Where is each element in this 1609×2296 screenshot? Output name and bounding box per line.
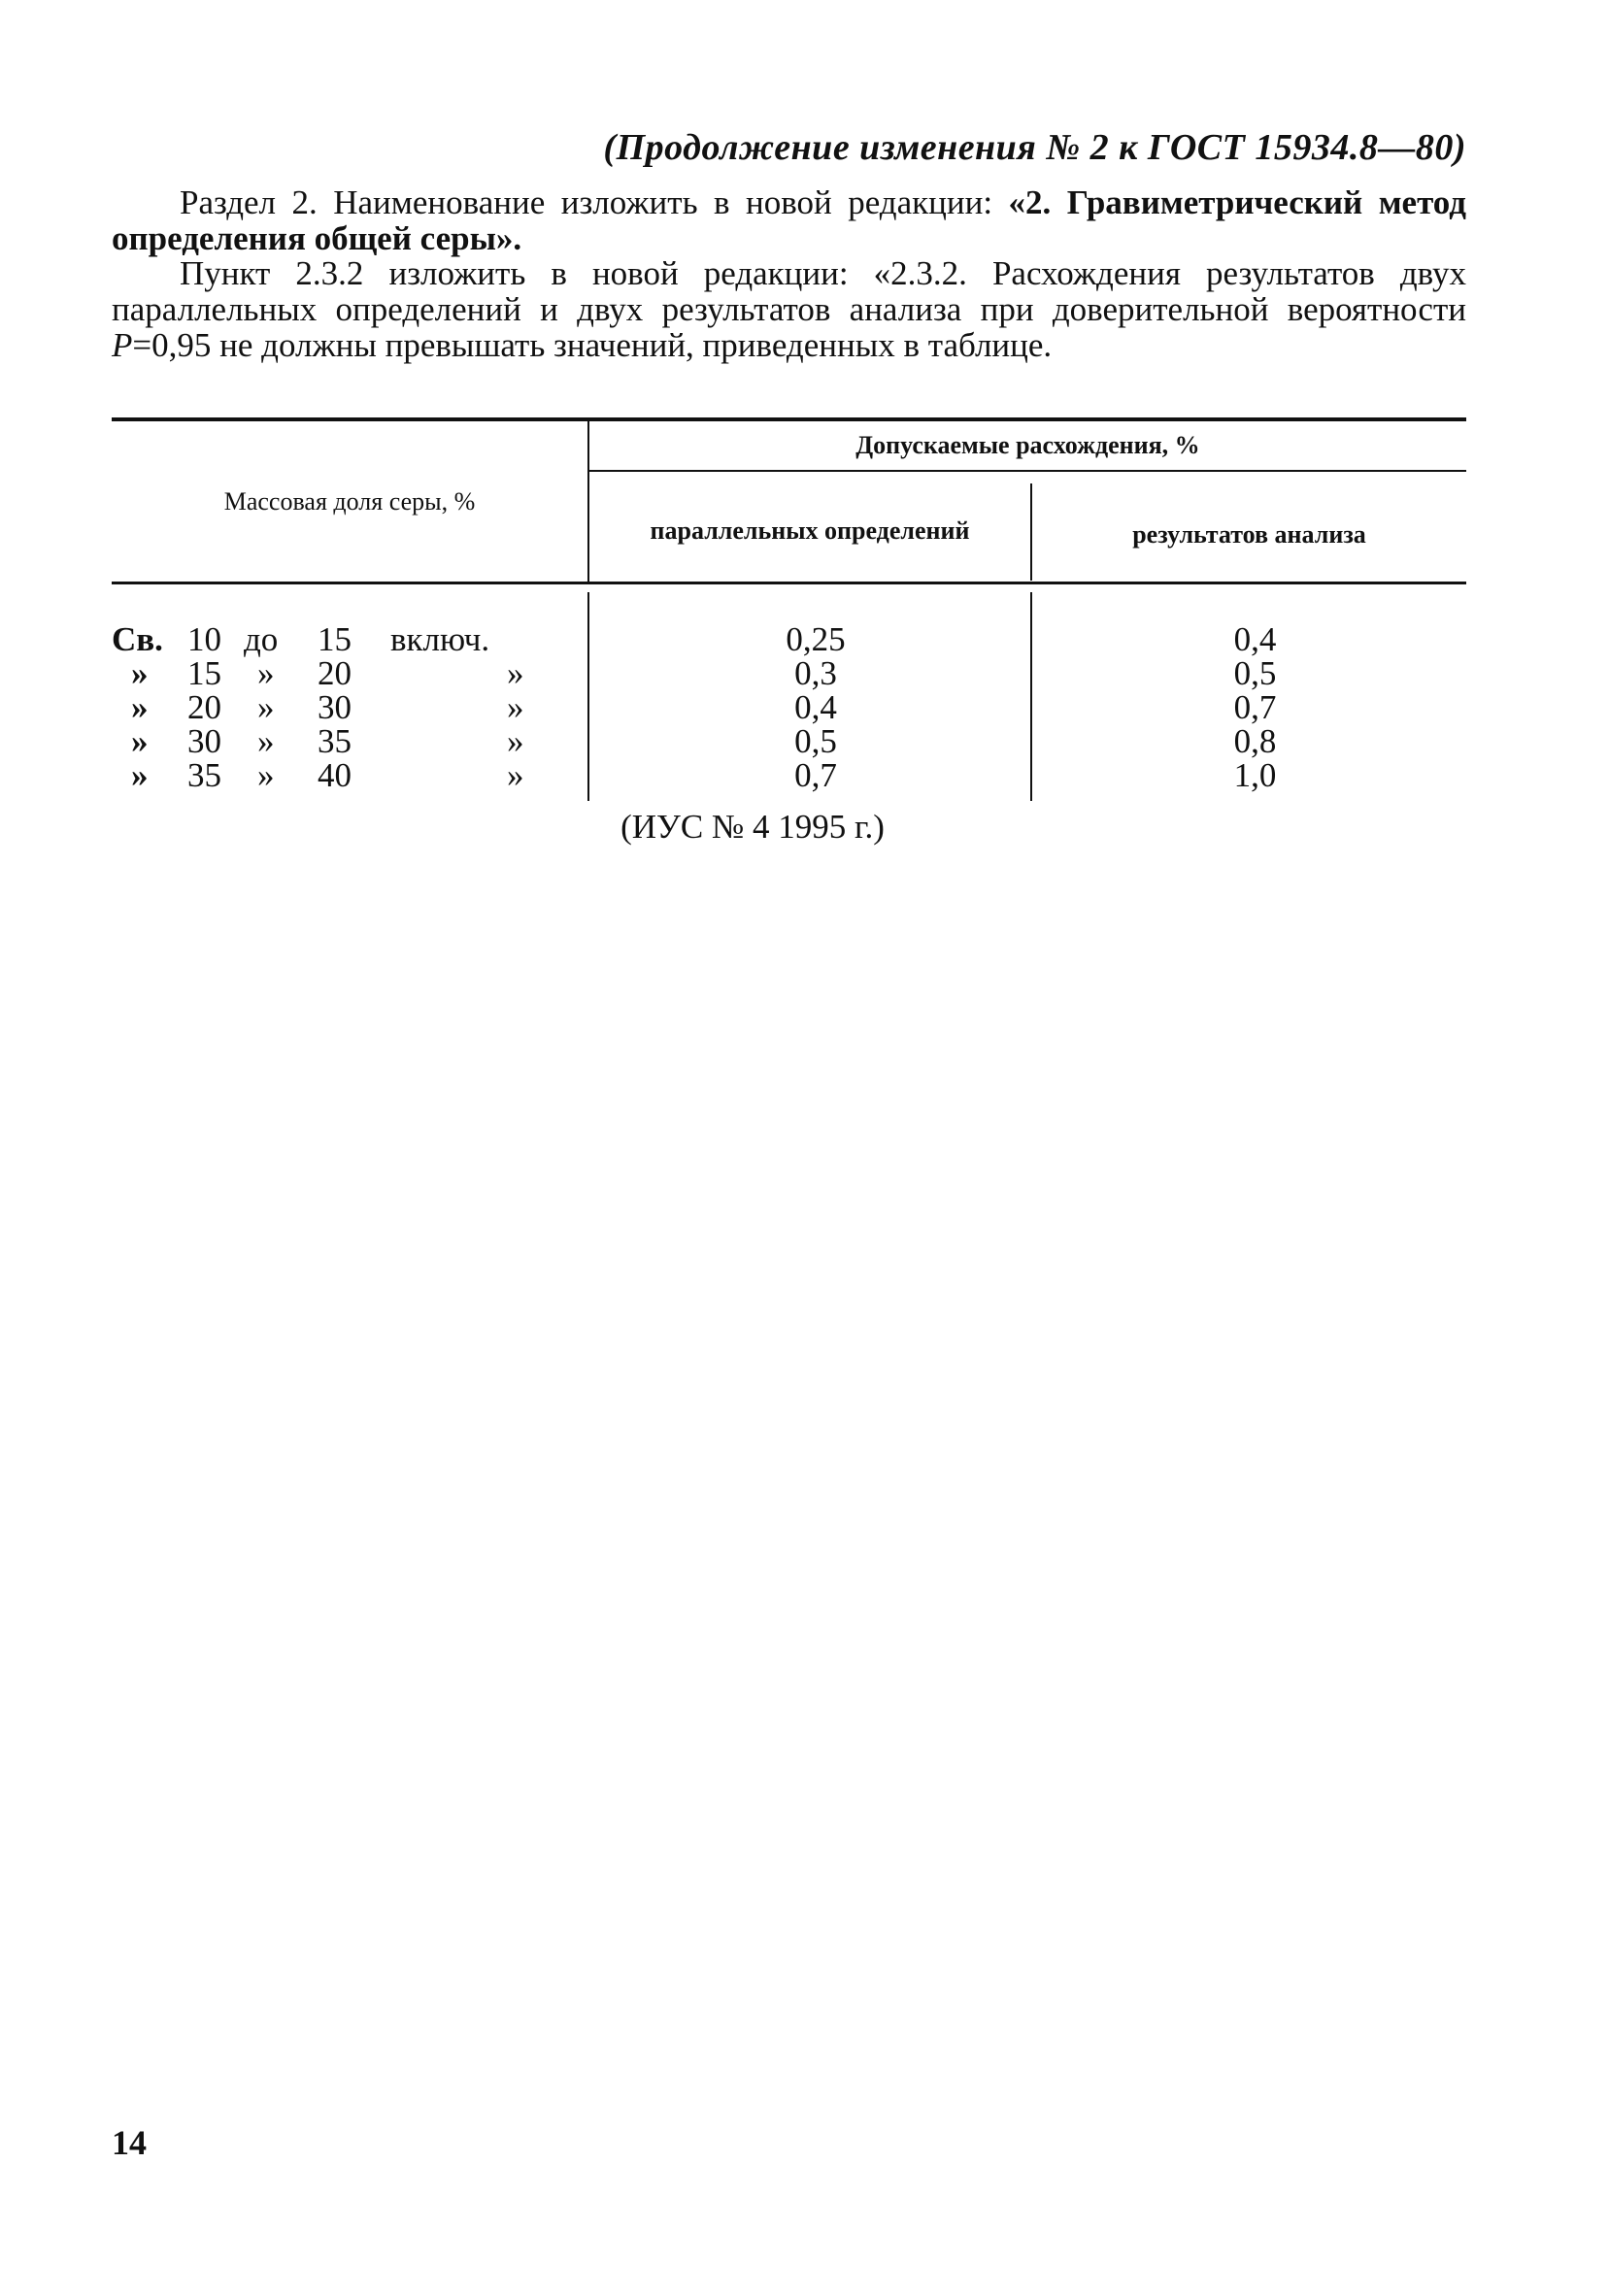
row-from: 10 — [187, 620, 221, 658]
row-prefix: » — [131, 722, 149, 760]
row-prefix: » — [131, 654, 149, 692]
row-suffix: » — [507, 722, 524, 760]
paragraph-2-before: Пункт 2.3.2 изложить в новой редакции: «2.3.2. Расхождения результатов двух параллельных определений и двух результатов анализа при доверительной вероятности — [112, 254, 1466, 328]
row-results-value: 0,5 — [1233, 654, 1277, 692]
row-from: 35 — [187, 756, 221, 794]
row-prefix: » — [131, 688, 149, 726]
row-suffix: » — [507, 756, 524, 794]
row-do: » — [257, 688, 275, 726]
row-from: 30 — [187, 722, 221, 760]
row-results-value: 1,0 — [1233, 756, 1277, 794]
row-from: 15 — [187, 654, 221, 692]
paragraph-point-2-3-2 — [112, 255, 1466, 363]
row-to: 15 — [318, 620, 352, 658]
tolerance-table — [112, 417, 1466, 801]
table-row — [112, 724, 1466, 758]
row-suffix: » — [507, 654, 524, 692]
row-do: » — [257, 654, 275, 692]
paragraph-2-variable: P — [112, 326, 133, 364]
header-bottom-rule — [112, 582, 1466, 584]
header-analysis-results: результатов анализа — [1132, 520, 1366, 549]
row-to: 20 — [318, 654, 352, 692]
row-results-value: 0,4 — [1233, 620, 1277, 658]
row-parallel-value: 0,25 — [786, 620, 846, 658]
row-do: » — [257, 756, 275, 794]
row-suffix: » — [507, 688, 524, 726]
table-row — [112, 690, 1466, 724]
header-parallel-determinations: параллельных определений — [650, 516, 970, 545]
paragraph-1-bold: «2. Гравиметрический метод определения общей серы». — [112, 183, 1466, 257]
table-row — [112, 758, 1466, 792]
row-parallel-value: 0,4 — [794, 688, 837, 726]
header-allowed-discrepancies: Допускаемые расхождения, % — [855, 431, 1200, 459]
row-prefix: » — [131, 756, 149, 794]
table-row — [112, 656, 1466, 690]
paragraph-1-plain: Раздел 2. Наименование изложить в новой редакции: — [180, 183, 1009, 221]
row-to: 30 — [318, 688, 352, 726]
table-row — [112, 622, 1466, 656]
row-parallel-value: 0,7 — [794, 756, 837, 794]
header-mass-fraction: Массовая доля серы, % — [223, 487, 476, 516]
row-results-value: 0,7 — [1233, 688, 1277, 726]
continuation-header: (Продолжение изменения № 2 к ГОСТ 15934.8—80) — [603, 127, 1466, 168]
row-to: 40 — [318, 756, 352, 794]
row-parallel-value: 0,3 — [794, 654, 837, 692]
row-do: » — [257, 722, 275, 760]
row-to: 35 — [318, 722, 352, 760]
source-reference: (ИУС № 4 1995 г.) — [620, 808, 885, 846]
paragraph-section-2 — [112, 184, 1466, 256]
table-top-rule — [112, 417, 1466, 421]
row-do: до — [244, 620, 279, 658]
page-number: 14 — [112, 2123, 147, 2162]
row-results-value: 0,8 — [1233, 722, 1277, 760]
header-group-rule — [587, 470, 1466, 472]
row-suffix: включ. — [390, 620, 490, 658]
row-from: 20 — [187, 688, 221, 726]
row-parallel-value: 0,5 — [794, 722, 837, 760]
paragraph-2-after: =0,95 не должны превышать значений, приведенных в таблице. — [132, 326, 1053, 364]
row-prefix: Св. — [112, 620, 163, 658]
